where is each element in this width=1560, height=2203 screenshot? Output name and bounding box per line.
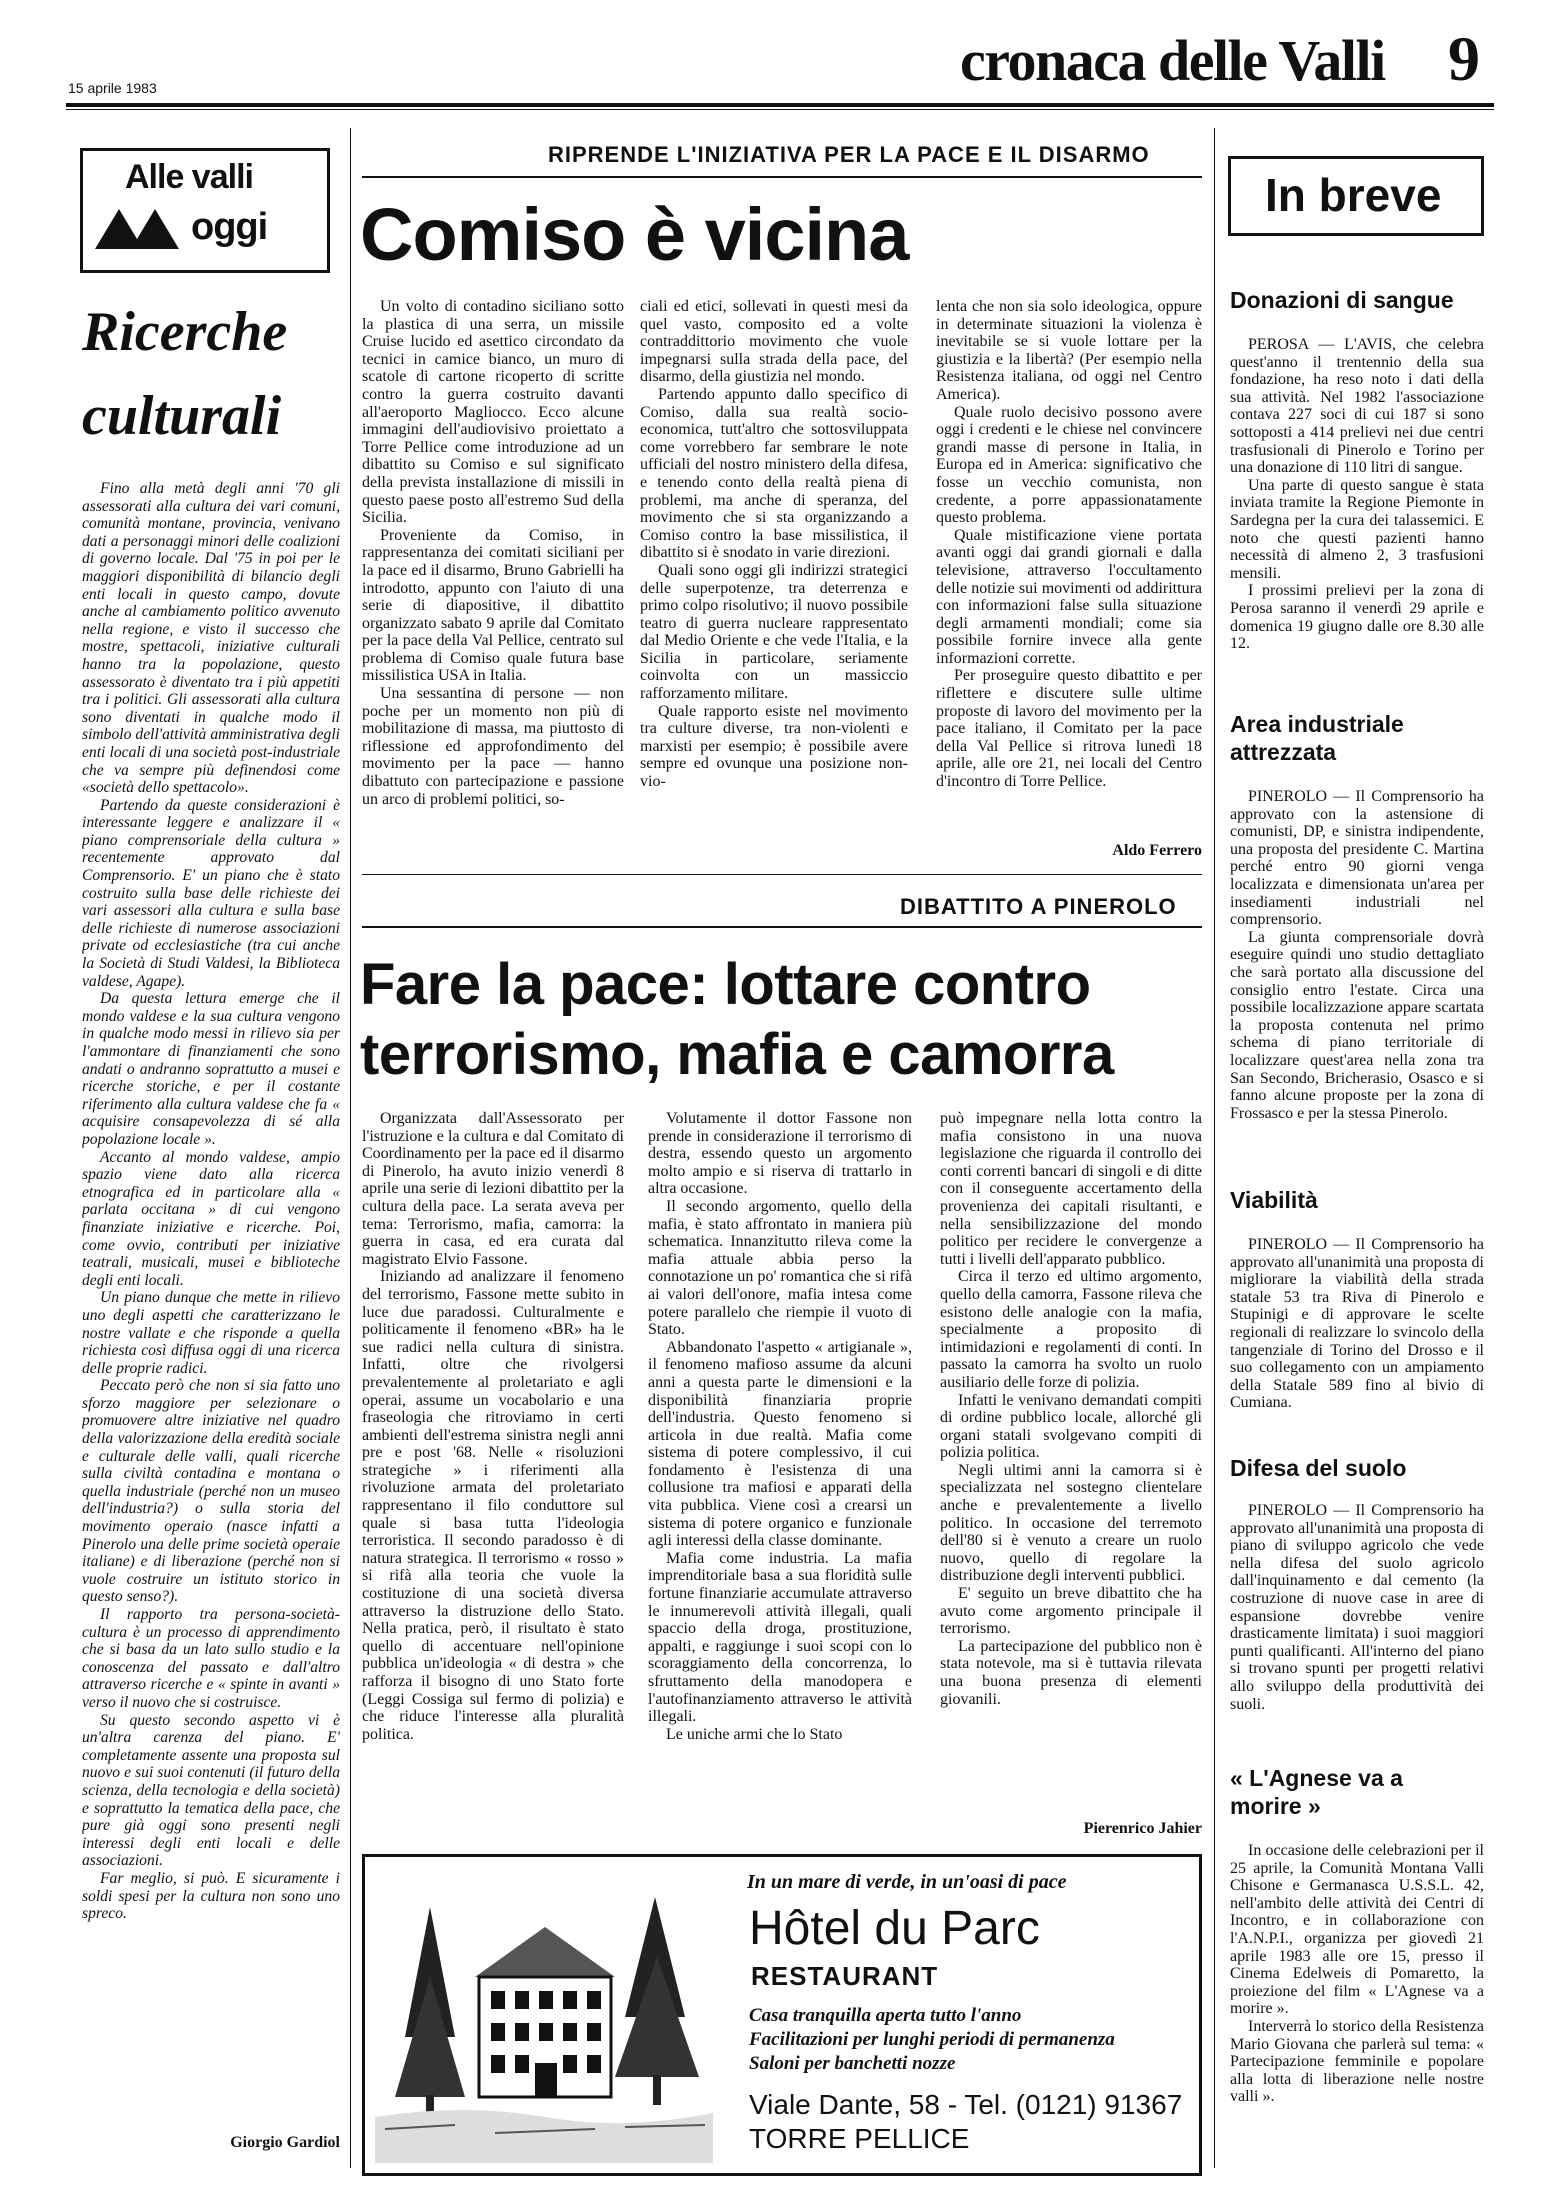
pinerolo-paragraph: Circa il terzo ed ultimo argomento, quello della camorra, Fassone rileva che esistono delle analogie con la mafia, specialmente a proposito di intimidazioni e regolamenti di conti. In passato la camorra ha svolto un ruolo ausiliario delle forze di polizia. [940, 1268, 1202, 1391]
comiso-paragraph: ciali ed etici, sollevati in questi mesi da quel vasto, composito ed a volte contraddittorio movimento che vuole impegnarsi sulla strada della pace, del disarmo, della giustizia nel mondo. [640, 298, 908, 386]
comiso-column-3 [936, 298, 1202, 858]
section-title: cronaca delle Valli [960, 28, 1385, 93]
brief-heading: « L'Agnese va a morire » [1230, 1765, 1403, 1819]
pinerolo-paragraph: Infatti le venivano demandati compiti di ordine pubblico locale, allorché gli organi statali svolgevano compiti di polizia politica. [940, 1391, 1202, 1462]
comiso-headline: Comiso è vicina [360, 193, 909, 276]
in-breve-title: In breve [1265, 169, 1442, 221]
pinerolo-paragraph: Mafia come industria. La mafia imprenditoriale basa a sua floridità sulle fortune finanziarie accumulate attraverso le innumerevoli attività illegali, quali spaccio della droga, prostituzione, appalti, e raggiunge i suoi scopi con lo scoraggiamento della concorrenza, lo sfruttamento della manodopera e l'autofinanziamento attraverso le attività illegali. [648, 1549, 912, 1726]
pinerolo-paragraph: Iniziando ad analizzare il fenomeno del terrorismo, Fassone mette subito in luce due paradossi. Culturalmente e politicamente il fenomeno «BR» ha le sue radici nella cultura di sinistra. Infatti, oltre che rivolgersi prevalentemente al proletariato e agli operai, assume un vocabolario e una fraseologia che ritroviamo in certi ambienti dell'estrema sinistra negli anni pre e post '68. Nelle « risoluzioni strategiche » i riferimenti alla rivoluzione armata del proletariato rappresentano il filo conduttore sul quale si basa tutta l'ideologia terroristica. Il secondo paradosso è di natura strategica. Il terrorismo « rosso » si rifà alla teoria che vuole la costituzione di una società diversa attraverso la distruzione dello Stato. Nella pratica, però, il risultato è stato quello di accentuare nell'opinione pubblica un'ideologia « di destra » che rafforza il bisogno di uno Stato forte (Leggi Cossiga sul fermo di polizia) e che riduce l'interesse alla pluralità politica. [362, 1268, 624, 1743]
comiso-paragraph: Quali sono oggi gli indirizzi strategici delle superpotenze, tra deterrenza e primo colpo risolutivo; il nuovo possibile teatro di guerra nucleare rappresentato dal Medio Oriente e che vede l'Italia, e la Sicilia in particolare, seriamente coinvolta con un massiccio rafforzamento militare. [640, 561, 908, 703]
pinerolo-paragraph: Le uniche armi che lo Stato [666, 1725, 843, 1743]
advert-tagline: In un mare di verde, in un'oasi di pace [747, 1871, 1067, 1893]
logo-line-2: oggi [191, 206, 268, 248]
pinerolo-paragraph: può impegnare nella lotta contro la mafia consistono in una nuova legislazione che riguarda il controllo dei conti correnti bancari di singoli e di ditte con il conseguente accertamento della provenienza dei capitali risultanti, e nella sensibilizzazione del mondo politico per recidere le convergenze a tutti i livelli dell'apparato pubblico. [940, 1110, 1202, 1268]
brief-heading: Viabilità [1230, 1187, 1318, 1213]
comiso-kicker: RIPRENDE L'INIZIATIVA PER LA PACE E IL DISARMO [548, 142, 1150, 167]
advert-line: Casa tranquilla aperta tutto l'anno [749, 2005, 1022, 2026]
hotel-advert [362, 1854, 1202, 2176]
sidebar-author: Giorgio Gardiol [230, 2134, 340, 2151]
sidebar-paragraph: Partendo da queste considerazioni è interessante leggere e analizzare il « piano comprensoriale della cultura » recentemente approvato dal Comprensorio. E' un piano che è stato costruito sulla base delle richieste dei vari assessori alla cultura e sulla base delle richieste di numerose associazioni private od ecclesiastiche (tra cui anche la Società di Studi Valdesi, la Biblioteca valdese, Agape). [82, 796, 340, 990]
sidebar-paragraph: Un piano dunque che mette in rilievo uno degli aspetti che caratterizzano le nostre vallate e che risponde a quella richiesta così diffusa oggi di una ricerca delle proprie radici. [82, 1289, 340, 1377]
advert-line: Facilitazioni per lunghi periodi di permanenza [749, 2029, 1115, 2050]
sidebar-paragraph: Far meglio, si può. E sicuramente i soldi spesi per la cultura non sono uno spreco. [82, 1869, 340, 1923]
section-rule [362, 874, 1202, 875]
comiso-kicker-rule [362, 176, 1202, 178]
brief-body [1230, 1502, 1484, 1742]
comiso-column-2 [640, 298, 908, 858]
brief-body [1230, 1236, 1484, 1416]
pinerolo-author: Pierenrico Jahier [1083, 1820, 1202, 1837]
comiso-paragraph: Quale ruolo decisivo possono avere oggi i credenti e le chiese nel convincere grandi masse di persone in Italia, in Europa ed in America: significativo che fosse un vecchio comunista, non credente, a porre appassionatamente questo problema. [936, 403, 1202, 527]
pinerolo-paragraph: Organizzata dall'Assessorato per l'istruzione e la cultura e dal Comitato di Coordinamento per la pace ed il disarmo di Pinerolo, ha avuto inizio venerdì 8 aprile una serie di lezioni dibattito per la cultura della pace. La serata aveva per tema: Terrorismo, mafia, camorra: la guerra in casa, ed era curata dal magistrato Elvio Fassone. [362, 1110, 624, 1268]
mountains-icon [93, 205, 183, 251]
alle-valli-oggi-logo [80, 148, 330, 273]
hotel-illustration [375, 1867, 713, 2163]
sidebar-paragraph: Su questo secondo aspetto vi è un'altra carenza del piano. E' completamente assente una proposta sul nuovo e sui suoi contenuti (il futuro della scienza, della tecnologia e della società) e soprattutto la tematica della pace, che pure già oggi sono presenti negli interessi degli enti locali e delle associazioni. [82, 1711, 340, 1870]
brief-paragraph: PINEROLO — Il Comprensorio ha approvato con la astensione di comunisti, DP, e sinistra indipendente, una proposta del presidente C. Martina perché entro 90 giorni venga localizzata e dimensionata un'area per insediamenti industriali nel comprensorio. [1230, 788, 1484, 929]
sidebar-title-line-2: culturali [82, 385, 282, 447]
brief-body [1230, 1842, 1484, 2172]
sidebar-paragraph: Peccato però che non si sia fatto uno sforzo maggiore per selezionare o promuovere altre iniziative nel quadro della valorizzazione della eredità sociale e culturale delle valli, quali ricerche sulla civiltà contadina e montana o quella industriale (perché non un museo dell'industria?) o sulla storia del movimento operaio (nasce infatti a Pinerolo una delle prime società operaie italiane) e di liberazione (perché non si vuole costruire un istituto storico in questo senso?). [82, 1377, 340, 1606]
masthead-rule-thin [66, 109, 1494, 110]
comiso-paragraph: Quale rapporto esiste nel movimento tra culture diverse, tra non-violenti e marxisti per esempio; è possibile avere sempre ed ovunque una posizione non-vio- [640, 702, 908, 791]
pinerolo-paragraph: Volutamente il dottor Fassone non prende in considerazione il terrorismo di destra, essendo questo un argomento molto ampio e si riserva di trattarlo in altra occasione. [648, 1110, 912, 1198]
pinerolo-paragraph: Negli ultimi anni la camorra si è specializzata nel sostegno clientelare anche e prevalentemente a livello politico. In occasione del terremoto dell'80 si è venuto a creare un ruolo nuovo, quello di regolare la distribuzione degli interventi pubblici. [940, 1461, 1202, 1585]
comiso-paragraph: Quale mistificazione viene portata avanti oggi dai grandi giornali e dalla televisione, attraverso l'occultamento delle notizie sui movimenti od addirittura con informazioni false sulla situazione degli armamenti mondiali; come sia possibile fornire invece alla gente informazioni corrette. [936, 526, 1202, 667]
brief-body [1230, 336, 1484, 666]
pinerolo-headline-line-1: Fare la pace: lottare contro [360, 952, 1091, 1017]
sidebar-paragraph: Il rapporto tra persona-società-cultura è un processo di apprendimento che si basa da un lato sullo studio e la conoscenza del passato e dall'altro attraverso ricerche e « spinte in avanti » verso il nuovo che si costruisce. [82, 1606, 340, 1711]
comiso-author: Aldo Ferrero [1112, 842, 1202, 859]
brief-body [1230, 788, 1484, 1158]
sidebar-paragraph: Accanto al mondo valdese, ampio spazio viene dato alla ricerca etnografica ed in particolare alla « parlata occitana » di cui vengono finanziate iniziative e ricerche. Poi, come ovvio, contributi per iniziative teatrali, musicali, musei e biblioteche degli enti locali. [82, 1148, 340, 1289]
logo-line-1: Alle valli [125, 158, 253, 196]
comiso-paragraph: Un volto di contadino siciliano sotto la plastica di una serra, un missile Cruise lucido ed asettico circondato da tecnici in camice bianco, un muro di scatole di cartone ricoperto di scritte contro la guerra costruito davanti all'aeroporto Magliocco. Ecco alcune immagini dell'audiovisivo proiettato a Torre Pellice come introduzione ad un dibattito su Comiso e sul significato della prevista installazione di missili in questo paese posto all'estremo Sud della Sicilia. [362, 298, 624, 527]
advert-hotel-name: Hôtel du Parc [749, 1902, 1040, 1955]
sidebar-title-line-1: Ricerche [82, 301, 288, 363]
column-divider [350, 128, 351, 2168]
pinerolo-kicker-rule [362, 926, 1202, 928]
sidebar-paragraph: Fino alla metà degli anni '70 gli assessorati alla cultura dei vari comuni, comunità montane, provincia, venivano dati a personaggi minori delle coalizioni di governo locale. Dal '75 in poi per le maggiori disponibilità di bilancio degli enti locali in questo campo, dovute anche al cambiamento politico avvenuto nella regione, e visto il successo che mostre, spettacoli, iniziative culturali hanno tra la popolazione, questo assessorato è diventato tra i più appetiti tra i politici. Gli assessorati alla cultura sono diventati in qualche modo il simbolo dell'attività amministrativa degli enti locali di una società post-industriale che va sempre più definendosi come «società dello spettacolo». [82, 480, 340, 797]
in-breve-box [1228, 156, 1484, 236]
issue-date: 15 aprile 1983 [68, 80, 157, 96]
brief-paragraph: Interverrà lo storico della Resistenza Mario Giovana che parlerà sul tema: « Partecipazione femminile e popolare alla lotta di liberazione nelle nostre valli ». [1230, 2017, 1484, 2106]
brief-paragraph: PINEROLO — Il Comprensorio ha approvato all'unanimità una proposta di piano di sviluppo agricolo che vede nella difesa del suolo agricolo dall'inquinamento e dal cemento (la costruzione di nuove case in aree di espansione dovrebbe venire drasticamente limitata) i suoi maggiori punti qualificanti. All'interno del piano si trovano spunti per progetti relativi allo sviluppo della produttività dei suoli. [1230, 1502, 1484, 1713]
pinerolo-column-1 [362, 1110, 624, 1840]
comiso-column-1 [362, 298, 624, 858]
brief-heading: Area industriale attrezzata [1230, 711, 1404, 765]
sidebar-article-body [82, 480, 340, 2120]
pinerolo-kicker: DIBATTITO A PINEROLO [900, 894, 1177, 919]
masthead-rule [66, 103, 1494, 107]
pinerolo-paragraph: Il secondo argomento, quello della mafia, è stato affrontato in maniera più schematica. Innanzitutto rileva come la mafia attuale abbia perso la connotazione un po' romantica che si rifà ai valori dell'onore, mafia intesa come potere parallelo che riempie il vuoto di Stato. [648, 1197, 912, 1339]
brief-heading: Difesa del suolo [1230, 1455, 1407, 1481]
pinerolo-paragraph: La partecipazione del pubblico non è stata notevole, ma si è tuttavia rilevata una buona presenza di elementi giovanili. [940, 1637, 1202, 1708]
column-divider [1214, 128, 1215, 2168]
advert-subtitle: RESTAURANT [751, 1961, 939, 1991]
comiso-paragraph: Per proseguire questo dibattito e per riflettere e discutere sulle ultime proposte di lavoro del movimento per la pace italiano, il Comitato per la pace della Val Pellice si ritrova lunedì 18 aprile, alle ore 21, nei locali del Centro d'incontro di Torre Pellice. [936, 667, 1202, 791]
page-number: 9 [1448, 23, 1480, 94]
comiso-paragraph: Proveniente da Comiso, in rappresentanza dei comitati siciliani per la pace ed il disarmo, Bruno Gabrielli ha introdotto, appunto con l'aiuto di una serie di diapositive, il dibattito organizzato sabato 9 aprile dal Comitato per la pace della Val Pellice, centrato sul problema di Comiso quale futura base missilistica USA in Italia. [362, 526, 624, 685]
advert-town: TORRE PELLICE [749, 2123, 970, 2154]
brief-paragraph: La giunta comprensoriale dovrà eseguire quindi uno studio dettagliato che sarà portato alla discussione del consiglio entro l'estate. Circa una possibile localizzazione appare scartata la proposta contenuta nel primo schema di piano territoriale di localizzare quest'area nella zona tra San Secondo, Bricherasio, Osasco e si fanno alcune proposte per la zona di Frossasco e per la stessa Pinerolo. [1230, 928, 1484, 1122]
pinerolo-column-2 [648, 1110, 912, 1840]
sidebar-paragraph: Da questa lettura emerge che il mondo valdese e la sua cultura vengono in qualche modo messi in rilievo sia per l'ammontare di finanziamenti che sono andati o andranno soprattutto a musei e ricerche storiche, e per il costante riferimento alla cultura valdese che fa « acquisire consapevolezza di sé alla popolazione locale ». [82, 990, 340, 1148]
brief-paragraph: Una parte di questo sangue è stata inviata tramite la Regione Piemonte in Sardegna per la cura dei talassemici. E noto che questi pazienti hanno necessità di almeno 2, 3 trasfusioni mensili. [1230, 476, 1484, 582]
comiso-paragraph: Partendo appunto dallo specifico di Comiso, dalla sua realtà socio-economica, tutt'altro che sottosviluppata come vorrebbero far sembrare le note ufficiali del nostro ministero della difesa, e tenendo conto della realtà piena di problemi, ma anche di speranza, del movimento che si sta organizzando a Comiso contro la base missilistica, il dibattito si è snodato in varie direzioni. [640, 385, 908, 562]
brief-paragraph: PEROSA — L'AVIS, che celebra quest'anno il trentennio della sua fondazione, ha reso noto i dati della sua attività. Nel 1982 l'associazione contava 227 soci di cui 187 si sono sottoposti a 414 prelievi nei due centri trasfusionali di Pinerolo e Torino per una donazione di 110 litri di sangue. [1230, 336, 1484, 477]
brief-paragraph: PINEROLO — Il Comprensorio ha approvato all'unanimità una proposta di migliorare la viabilità della strada statale 53 tra Riva di Pinerolo e Stupinigi e di approvare le scelte regionali di realizzare lo svincolo della tangenziale di Torino del Drosso e il suo collegamento con un ampiamento della Statale 589 fino al bivio di Cumiana. [1230, 1236, 1484, 1412]
pinerolo-column-3 [940, 1110, 1202, 1830]
brief-heading: Donazioni di sangue [1230, 287, 1454, 313]
brief-paragraph: In occasione delle celebrazioni per il 25 aprile, la Comunità Montana Valli Chisone e Germanasca U.S.S.L. 42, nell'ambito delle attività dei Centri di Incontro, e in collaborazione con l'A.N.P.I., organizza per giovedì 21 aprile 1983 alle ore 15, presso il Cinema Edelweis di Pomaretto, la proiezione del film « L'Agnese va a morire ». [1230, 1842, 1484, 2018]
advert-line: Saloni per banchetti nozze [749, 2053, 956, 2074]
pinerolo-paragraph: E' seguito un breve dibattito che ha avuto come argomento principale il terrorismo. [940, 1585, 1202, 1638]
comiso-paragraph: lenta che non sia solo ideologica, oppure in determinate situazioni la violenza è inevitabile se si vuole lottare per la giustizia e la libertà? (Per esempio nella Resistenza italiana, od oggi nel Centro America). [936, 298, 1202, 403]
brief-paragraph: I prossimi prelievi per la zona di Perosa saranno il venerdì 29 aprile e domenica 19 giugno dalle ore 8.30 alle 12. [1230, 582, 1484, 653]
advert-address: Viale Dante, 58 - Tel. (0121) 91367 [749, 2089, 1183, 2120]
pinerolo-headline-line-2: terrorismo, mafia e camorra [360, 1022, 1114, 1087]
comiso-paragraph: Una sessantina di persone — non poche per un momento non più di mobilitazione di massa, ma piuttosto di riflessione ed approfondimento del movimento per la pace — hanno dibattuto con partecipazione e passione un arco di problemi politici, so- [362, 685, 624, 808]
pinerolo-paragraph: Abbandonato l'aspetto « artigianale », il fenomeno mafioso assume da alcuni anni a questa parte le dimensioni e la disponibilità finanziaria proprie dell'industria. Questo fenomeno si articola in due realtà. Mafia come sistema di potere complessivo, il cui fondamento è l'esistenza di una collusione tra mafiosi e apparati della vita pubblica. Viene così a crearsi un sistema di potere organico e funzionale agli interessi della classe dominante. [648, 1338, 912, 1550]
